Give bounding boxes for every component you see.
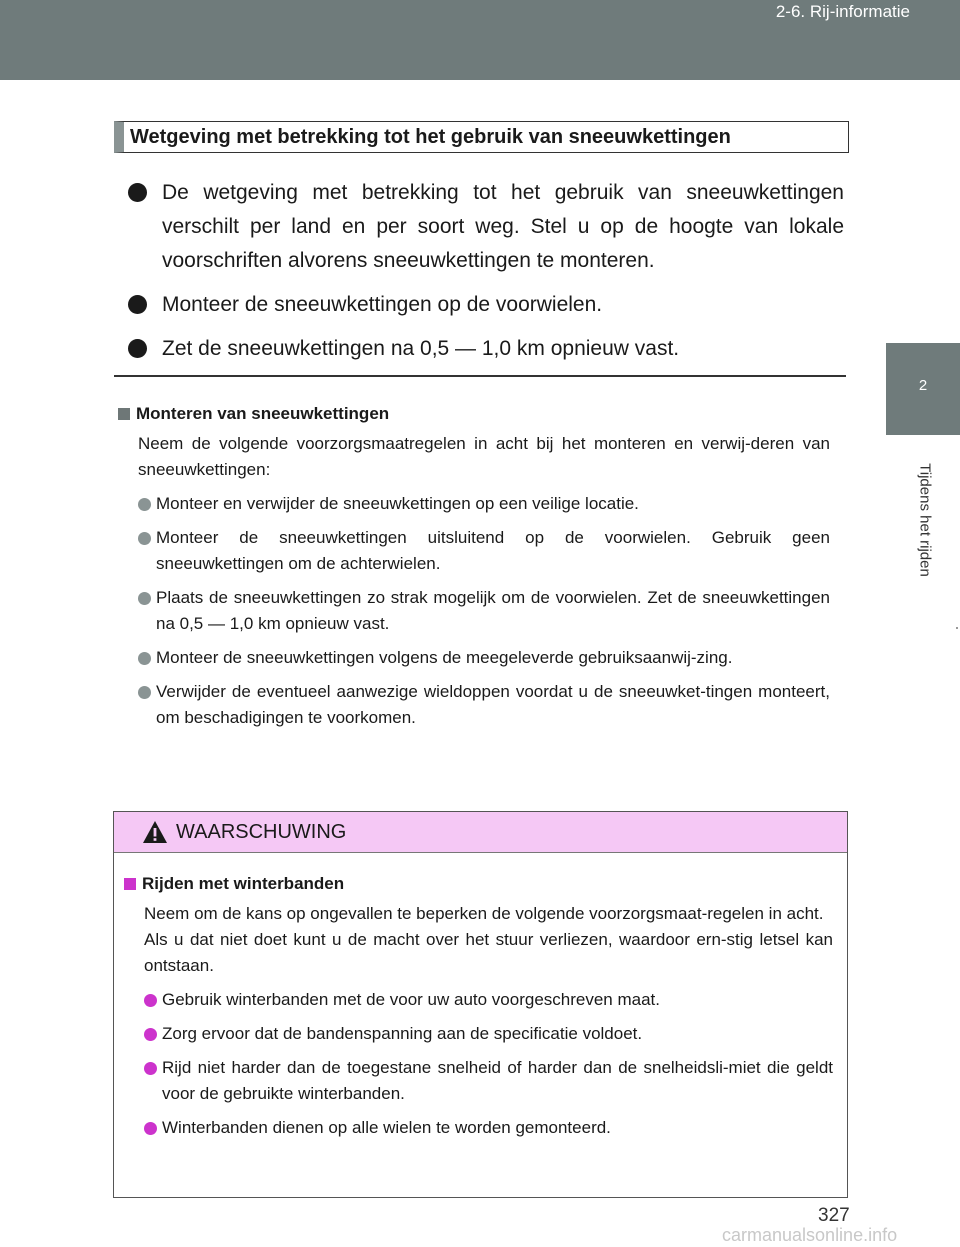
square-bullet-icon <box>124 878 136 890</box>
list-item: Monteer de sneeuwkettingen uitsluitend op de voorwielen. Gebruik geen sneeuwkettingen om de achterwielen. <box>138 525 830 577</box>
list-item: Winterbanden dienen op alle wielen te worden gemonteerd. <box>144 1115 833 1141</box>
list-item: Zet de sneeuwkettingen na 0,5 — 1,0 km opnieuw vast. <box>124 332 844 366</box>
note-intro: Neem de volgende voorzorgsmaatregelen in acht bij het monteren en verwij-deren van sneeuwkettingen: <box>138 434 830 479</box>
bullet-icon <box>138 652 151 665</box>
section-title: Wetgeving met betrekking tot het gebruik van sneeuwkettingen <box>114 121 849 153</box>
chapter-tab-label-text: Tijdens het rijden <box>916 463 934 577</box>
page-number: 327 <box>818 1205 850 1226</box>
note-bullet-list <box>118 491 830 731</box>
list-item: De wetgeving met betrekking tot het gebruik van sneeuwkettingen verschilt per land en per soort weg. Stel u op de hoogte van lokale voorschriften alvorens sneeuwkettingen te monteren. <box>124 176 844 278</box>
warning-intro: Neem om de kans op ongevallen te beperken de volgende voorzorgsmaat-regelen in acht. Als u dat niet doet kunt u de macht over het stuur verliezen, waardoor ern-stig letsel kan ontstaan. <box>144 904 833 975</box>
warning-bullet-list <box>124 987 833 1141</box>
warning-title: WAARSCHUWING <box>176 820 347 843</box>
bullet-icon <box>138 686 151 699</box>
page-header <box>0 0 960 80</box>
list-item: Verwijder de eventueel aanwezige wieldoppen voordat u de sneeuwket-tingen monteert, om beschadigingen te voorkomen. <box>138 679 830 731</box>
chapter-tab-number: 2 <box>886 343 960 435</box>
bullet-icon <box>138 498 151 511</box>
warning-header <box>114 812 847 853</box>
note-heading: Monteren van sneeuwkettingen <box>118 401 830 427</box>
list-item: Monteer en verwijder de sneeuwkettingen op een veilige locatie. <box>138 491 830 517</box>
bullet-icon <box>144 994 157 1007</box>
bullet-icon <box>138 532 151 545</box>
bullet-icon <box>128 295 147 314</box>
list-item: Monteer de sneeuwkettingen op de voorwielen. <box>124 288 844 322</box>
bullet-icon <box>144 1062 157 1075</box>
section-bullet-list <box>124 176 844 376</box>
warning-body <box>114 853 847 1141</box>
list-item: Plaats de sneeuwkettingen zo strak mogelijk om de voorwielen. Zet de sneeuwkettingen na 0,5 — 1,0 km opnieuw vast. <box>138 585 830 637</box>
list-item: Monteer de sneeuwkettingen volgens de meegeleverde gebruiksaanwij-zing. <box>138 645 830 671</box>
bullet-icon <box>138 592 151 605</box>
warning-box <box>113 811 848 1198</box>
header-title: 2-6. Rij-informatie <box>775 2 910 21</box>
list-item: Rijd niet harder dan de toegestane snelheid of harder dan de snelheidsli-miet die geldt voor de gebruikte winterbanden. <box>144 1055 833 1107</box>
list-item: Zorg ervoor dat de bandenspanning aan de specificatie voldoet. <box>144 1021 833 1047</box>
mounting-note <box>118 401 830 731</box>
watermark: carmanualsonline.info <box>722 1225 898 1245</box>
warning-triangle-icon <box>142 820 168 844</box>
bullet-icon <box>128 183 147 202</box>
square-bullet-icon <box>118 408 130 420</box>
warning-heading: Rijden met winterbanden <box>124 871 833 897</box>
bullet-icon <box>144 1122 157 1135</box>
section-divider <box>114 375 846 377</box>
bullet-icon <box>144 1028 157 1041</box>
bullet-icon <box>128 339 147 358</box>
edge-mark <box>956 627 958 629</box>
list-item: Gebruik winterbanden met de voor uw auto voorgeschreven maat. <box>144 987 833 1013</box>
chapter-tab-label <box>890 435 960 605</box>
